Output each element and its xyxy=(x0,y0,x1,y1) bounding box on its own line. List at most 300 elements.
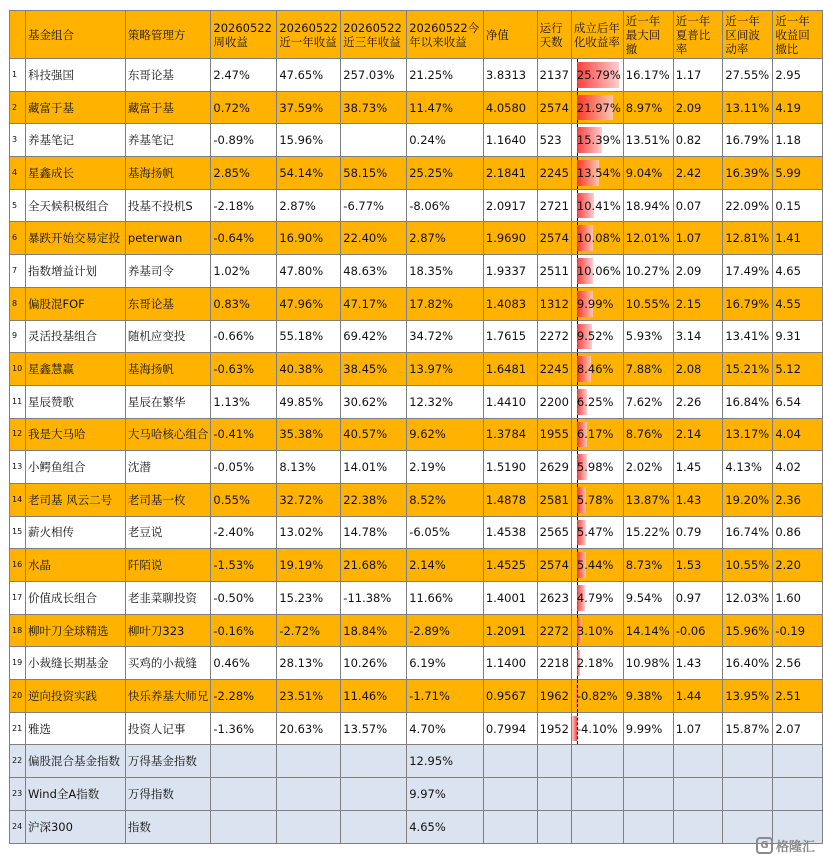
header-cell: 近一年夏普比率 xyxy=(673,11,723,59)
table-row xyxy=(10,287,823,320)
table-cell: -2.89% xyxy=(407,614,484,647)
table-cell: 11.47% xyxy=(407,91,484,124)
table-cell: 1.6481 xyxy=(483,353,537,386)
header-cell: 成立后年化收益率 xyxy=(571,11,623,59)
table-row xyxy=(10,320,823,353)
table-cell xyxy=(537,745,571,778)
annual-return-cell xyxy=(571,516,623,549)
header-row xyxy=(10,11,823,59)
table-cell xyxy=(571,745,623,778)
annual-return-cell xyxy=(571,287,623,320)
table-cell: 2.87% xyxy=(407,222,484,255)
table-cell: 2.09 xyxy=(673,255,723,288)
table-cell: 1.07 xyxy=(673,712,723,745)
table-row xyxy=(10,189,823,222)
header-cell: 基金组合 xyxy=(25,11,125,59)
table-row xyxy=(10,712,823,745)
header-cell: 运行天数 xyxy=(537,11,571,59)
table-cell: 10.27% xyxy=(623,255,673,288)
table-cell: 8.52% xyxy=(407,483,484,516)
table-cell: 18.35% xyxy=(407,255,484,288)
table-cell: 19.19% xyxy=(277,549,341,582)
table-cell xyxy=(483,810,537,843)
table-cell: 投基不投机S xyxy=(125,189,211,222)
table-cell xyxy=(341,810,407,843)
table-cell: 9.04% xyxy=(623,157,673,190)
table-cell xyxy=(673,745,723,778)
row-number: 9 xyxy=(10,320,26,353)
table-cell: 2.87% xyxy=(277,189,341,222)
table-cell: 15.22% xyxy=(623,516,673,549)
header-cell: 近一年最大回撤 xyxy=(623,11,673,59)
row-number: 22 xyxy=(10,745,26,778)
table-cell xyxy=(673,810,723,843)
table-cell: 16.90% xyxy=(277,222,341,255)
table-cell: 4.19 xyxy=(773,91,823,124)
annual-return-cell xyxy=(571,614,623,647)
annual-return-cell xyxy=(571,483,623,516)
table-cell: 东哥论基 xyxy=(125,59,211,92)
table-cell: 2721 xyxy=(537,189,571,222)
table-cell: 11.66% xyxy=(407,582,484,615)
annual-return-cell xyxy=(571,255,623,288)
table-cell: 4.55 xyxy=(773,287,823,320)
annual-return-value: 13.54% xyxy=(576,165,621,180)
row-number: 1 xyxy=(10,59,26,92)
table-cell: 2623 xyxy=(537,582,571,615)
table-cell: -0.05% xyxy=(211,451,277,484)
annual-return-value: 6.25% xyxy=(576,394,614,409)
table-cell: 16.17% xyxy=(623,59,673,92)
table-row xyxy=(10,451,823,484)
table-cell: 柳叶刀323 xyxy=(125,614,211,647)
table-cell: 养基笔记 xyxy=(125,124,211,157)
table-cell: 18.84% xyxy=(341,614,407,647)
table-cell: -0.19 xyxy=(773,614,823,647)
table-cell: 37.59% xyxy=(277,91,341,124)
table-cell: 我是大马哈 xyxy=(25,418,125,451)
table-cell: 8.13% xyxy=(277,451,341,484)
table-cell xyxy=(723,745,773,778)
table-cell: 38.73% xyxy=(341,91,407,124)
table-cell: 2.56 xyxy=(773,647,823,680)
table-cell: 3.8313 xyxy=(483,59,537,92)
table-cell: 2272 xyxy=(537,320,571,353)
table-cell: 17.82% xyxy=(407,287,484,320)
table-cell xyxy=(277,745,341,778)
table-cell: 1.17 xyxy=(673,59,723,92)
table-cell: 万得基金指数 xyxy=(125,745,211,778)
table-cell: 16.40% xyxy=(723,647,773,680)
table-cell: 2.20 xyxy=(773,549,823,582)
table-cell: 21.25% xyxy=(407,59,484,92)
table-cell xyxy=(571,810,623,843)
table-cell: 科技强国 xyxy=(25,59,125,92)
table-cell: 14.01% xyxy=(341,451,407,484)
annual-return-value: 3.10% xyxy=(576,623,614,638)
table-cell: 7.88% xyxy=(623,353,673,386)
table-cell: 4.65 xyxy=(773,255,823,288)
table-cell: -2.28% xyxy=(211,680,277,713)
table-cell: 暴跌开始交易定投 xyxy=(25,222,125,255)
table-cell: 1.3784 xyxy=(483,418,537,451)
table-cell xyxy=(483,778,537,811)
table-cell xyxy=(773,778,823,811)
table-cell xyxy=(277,778,341,811)
row-number: 8 xyxy=(10,287,26,320)
table-cell: 2218 xyxy=(537,647,571,680)
table-cell: 价值成长组合 xyxy=(25,582,125,615)
table-cell: 2.07 xyxy=(773,712,823,745)
table-cell: 0.9567 xyxy=(483,680,537,713)
table-cell: 23.51% xyxy=(277,680,341,713)
table-cell: 1.41 xyxy=(773,222,823,255)
table-cell: 水晶 xyxy=(25,549,125,582)
table-cell: 1.4878 xyxy=(483,483,537,516)
table-cell: 12.95% xyxy=(407,745,484,778)
table-cell: 指数增益计划 xyxy=(25,255,125,288)
table-cell: 13.87% xyxy=(623,483,673,516)
table-cell: 20.63% xyxy=(277,712,341,745)
table-cell xyxy=(341,778,407,811)
table-cell: 13.57% xyxy=(341,712,407,745)
table-cell: 10.98% xyxy=(623,647,673,680)
table-cell: 1312 xyxy=(537,287,571,320)
table-cell: 15.96% xyxy=(277,124,341,157)
table-cell: 48.63% xyxy=(341,255,407,288)
table-cell: -2.40% xyxy=(211,516,277,549)
table-cell: 9.38% xyxy=(623,680,673,713)
table-cell: 2.26 xyxy=(673,385,723,418)
table-cell: 9.99% xyxy=(623,712,673,745)
table-cell: 3.14 xyxy=(673,320,723,353)
table-cell: 13.02% xyxy=(277,516,341,549)
table-cell: 1.60 xyxy=(773,582,823,615)
table-cell: 1952 xyxy=(537,712,571,745)
row-number: 5 xyxy=(10,189,26,222)
row-number: 16 xyxy=(10,549,26,582)
table-row xyxy=(10,157,823,190)
table-cell xyxy=(673,778,723,811)
table-cell: 7.62% xyxy=(623,385,673,418)
table-cell: 16.84% xyxy=(723,385,773,418)
table-cell: 9.54% xyxy=(623,582,673,615)
table-cell: -1.71% xyxy=(407,680,484,713)
table-cell: 指数 xyxy=(125,810,211,843)
table-cell: 4.65% xyxy=(407,810,484,843)
table-cell: 1.02% xyxy=(211,255,277,288)
table-cell: 0.46% xyxy=(211,647,277,680)
table-cell: 2.95 xyxy=(773,59,823,92)
header-cell: 净值 xyxy=(483,11,537,59)
table-cell: 全天候积极组合 xyxy=(25,189,125,222)
annual-return-value: 10.41% xyxy=(576,198,621,213)
table-row xyxy=(10,418,823,451)
table-cell: 2574 xyxy=(537,91,571,124)
table-cell: 47.17% xyxy=(341,287,407,320)
table-cell: Wind全A指数 xyxy=(25,778,125,811)
table-cell: 35.38% xyxy=(277,418,341,451)
table-cell: 老韭菜聊投资 xyxy=(125,582,211,615)
table-cell: 12.81% xyxy=(723,222,773,255)
table-cell: 2137 xyxy=(537,59,571,92)
table-row xyxy=(10,778,823,811)
table-cell: 1.1640 xyxy=(483,124,537,157)
row-number: 24 xyxy=(10,810,26,843)
table-cell: 小裁缝长期基金 xyxy=(25,647,125,680)
table-cell: 14.14% xyxy=(623,614,673,647)
annual-return-cell xyxy=(571,451,623,484)
row-number: 20 xyxy=(10,680,26,713)
annual-return-cell xyxy=(571,647,623,680)
table-cell: 沪深300 xyxy=(25,810,125,843)
row-number: 19 xyxy=(10,647,26,680)
table-cell: 1.4083 xyxy=(483,287,537,320)
annual-return-value: 9.52% xyxy=(576,329,614,344)
table-cell: 8.76% xyxy=(623,418,673,451)
table-cell: 2.85% xyxy=(211,157,277,190)
table-cell: 5.93% xyxy=(623,320,673,353)
table-cell: 11.46% xyxy=(341,680,407,713)
annual-return-value: 9.99% xyxy=(576,296,614,311)
table-cell: 1.44 xyxy=(673,680,723,713)
table-cell: 2.1841 xyxy=(483,157,537,190)
table-cell: 万得指数 xyxy=(125,778,211,811)
header-cell: 20260522周收益 xyxy=(211,11,277,59)
row-number: 15 xyxy=(10,516,26,549)
table-cell: 4.04 xyxy=(773,418,823,451)
annual-return-cell xyxy=(571,385,623,418)
table-cell: 0.97 xyxy=(673,582,723,615)
table-cell: 2.02% xyxy=(623,451,673,484)
table-cell: 0.86 xyxy=(773,516,823,549)
table-cell xyxy=(723,778,773,811)
table-row xyxy=(10,582,823,615)
table-cell: 2629 xyxy=(537,451,571,484)
table-cell: 藏富于基 xyxy=(25,91,125,124)
table-row xyxy=(10,59,823,92)
table-cell: 2.09 xyxy=(673,91,723,124)
row-number: 18 xyxy=(10,614,26,647)
table-cell: 12.03% xyxy=(723,582,773,615)
table-cell: 1.2091 xyxy=(483,614,537,647)
table-cell: 15.21% xyxy=(723,353,773,386)
table-cell: 基海扬帆 xyxy=(125,353,211,386)
table-cell: 9.97% xyxy=(407,778,484,811)
row-number: 2 xyxy=(10,91,26,124)
table-cell: -2.72% xyxy=(277,614,341,647)
annual-return-value: 15.39% xyxy=(576,133,621,148)
table-cell: -6.77% xyxy=(341,189,407,222)
table-cell: -0.16% xyxy=(211,614,277,647)
table-cell: 2.36 xyxy=(773,483,823,516)
table-cell: 柳叶刀全球精选 xyxy=(25,614,125,647)
table-cell: 40.57% xyxy=(341,418,407,451)
table-cell: -11.38% xyxy=(341,582,407,615)
table-cell: 1.07 xyxy=(673,222,723,255)
annual-return-cell xyxy=(571,222,623,255)
watermark-logo xyxy=(756,836,815,855)
annual-return-cell xyxy=(571,418,623,451)
table-cell: -6.05% xyxy=(407,516,484,549)
row-number: 4 xyxy=(10,157,26,190)
table-cell: 养基笔记 xyxy=(25,124,125,157)
annual-return-cell xyxy=(571,157,623,190)
table-cell xyxy=(483,745,537,778)
table-cell: 13.17% xyxy=(723,418,773,451)
table-cell: 0.15 xyxy=(773,189,823,222)
table-cell: 偏股混合基金指数 xyxy=(25,745,125,778)
table-cell: 1955 xyxy=(537,418,571,451)
annual-return-value: -0.82% xyxy=(576,688,618,703)
table-cell: 2565 xyxy=(537,516,571,549)
table-cell: 1.5190 xyxy=(483,451,537,484)
table-cell: 47.80% xyxy=(277,255,341,288)
table-cell: 10.55% xyxy=(623,287,673,320)
table-cell: 养基司令 xyxy=(125,255,211,288)
table-cell: 0.55% xyxy=(211,483,277,516)
row-number: 12 xyxy=(10,418,26,451)
annual-return-cell xyxy=(571,353,623,386)
table-cell: 老豆说 xyxy=(125,516,211,549)
table-cell: 5.12 xyxy=(773,353,823,386)
table-cell: 2.14% xyxy=(407,549,484,582)
table-cell: 2574 xyxy=(537,222,571,255)
table-cell: -0.41% xyxy=(211,418,277,451)
table-cell: 1.13% xyxy=(211,385,277,418)
table-cell: 13.41% xyxy=(723,320,773,353)
table-cell: 1.7615 xyxy=(483,320,537,353)
table-cell: 8.73% xyxy=(623,549,673,582)
table-cell: 0.24% xyxy=(407,124,484,157)
table-cell: 4.0580 xyxy=(483,91,537,124)
row-number: 13 xyxy=(10,451,26,484)
table-cell: 1.4525 xyxy=(483,549,537,582)
table-cell: 49.85% xyxy=(277,385,341,418)
table-cell: 2.51 xyxy=(773,680,823,713)
table-cell: 1.45 xyxy=(673,451,723,484)
row-number: 6 xyxy=(10,222,26,255)
table-cell: 34.72% xyxy=(407,320,484,353)
table-cell xyxy=(211,778,277,811)
table-cell: 2.47% xyxy=(211,59,277,92)
table-row xyxy=(10,353,823,386)
table-cell: 投资人记事 xyxy=(125,712,211,745)
annual-return-value: 25.79% xyxy=(576,67,621,82)
table-cell: 老司基一枚 xyxy=(125,483,211,516)
annual-return-value: 21.97% xyxy=(576,100,621,115)
header-cell: 20260522近三年收益 xyxy=(341,11,407,59)
header-cell: 20260522今年以来收益 xyxy=(407,11,484,59)
table-row xyxy=(10,124,823,157)
table-cell: 16.39% xyxy=(723,157,773,190)
table-row xyxy=(10,549,823,582)
table-cell: 27.55% xyxy=(723,59,773,92)
row-number: 23 xyxy=(10,778,26,811)
annual-return-cell xyxy=(571,91,623,124)
table-cell: 13.51% xyxy=(623,124,673,157)
table-cell xyxy=(537,778,571,811)
table-cell: 藏富于基 xyxy=(125,91,211,124)
table-cell: 16.79% xyxy=(723,287,773,320)
table-cell xyxy=(211,745,277,778)
table-cell: 47.96% xyxy=(277,287,341,320)
annual-return-value: 4.79% xyxy=(576,590,614,605)
table-cell: 2200 xyxy=(537,385,571,418)
table-cell xyxy=(341,124,407,157)
table-cell: 30.62% xyxy=(341,385,407,418)
table-cell: 15.87% xyxy=(723,712,773,745)
table-cell: 2581 xyxy=(537,483,571,516)
annual-return-value: 5.44% xyxy=(576,558,614,573)
table-cell: 1.1400 xyxy=(483,647,537,680)
table-cell: 4.13% xyxy=(723,451,773,484)
table-cell xyxy=(211,810,277,843)
table-cell xyxy=(571,778,623,811)
header-cell: 策略管理方 xyxy=(125,11,211,59)
table-cell: peterwan xyxy=(125,222,211,255)
table-cell: 2574 xyxy=(537,549,571,582)
table-cell: 40.38% xyxy=(277,353,341,386)
table-cell: 0.7994 xyxy=(483,712,537,745)
table-cell: 1962 xyxy=(537,680,571,713)
header-cell: 近一年收益回撤比 xyxy=(773,11,823,59)
table-cell: 2.15 xyxy=(673,287,723,320)
annual-return-cell xyxy=(571,712,623,745)
table-cell: 21.68% xyxy=(341,549,407,582)
table-cell: -1.36% xyxy=(211,712,277,745)
table-cell: 12.01% xyxy=(623,222,673,255)
table-cell: 买鸡的小裁缝 xyxy=(125,647,211,680)
table-cell: 2245 xyxy=(537,353,571,386)
table-cell: 1.43 xyxy=(673,483,723,516)
table-cell: 6.19% xyxy=(407,647,484,680)
annual-return-value: 5.47% xyxy=(576,525,614,540)
table-row xyxy=(10,483,823,516)
table-row xyxy=(10,680,823,713)
table-cell: 25.25% xyxy=(407,157,484,190)
row-number: 10 xyxy=(10,353,26,386)
table-cell: 阡陌说 xyxy=(125,549,211,582)
table-cell: 55.18% xyxy=(277,320,341,353)
annual-return-value: 10.08% xyxy=(576,231,621,246)
table-cell: 东哥论基 xyxy=(125,287,211,320)
annual-return-cell xyxy=(571,189,623,222)
row-number: 17 xyxy=(10,582,26,615)
table-cell: 1.9337 xyxy=(483,255,537,288)
table-cell: 2.0917 xyxy=(483,189,537,222)
annual-return-value: 5.78% xyxy=(576,492,614,507)
table-cell: 5.99 xyxy=(773,157,823,190)
row-number: 21 xyxy=(10,712,26,745)
table-cell xyxy=(623,778,673,811)
table-cell: 1.9690 xyxy=(483,222,537,255)
table-cell: 58.15% xyxy=(341,157,407,190)
table-cell xyxy=(623,745,673,778)
table-cell: 14.78% xyxy=(341,516,407,549)
table-cell: 快乐养基大师兄 xyxy=(125,680,211,713)
table-cell: 16.74% xyxy=(723,516,773,549)
table-cell: 17.49% xyxy=(723,255,773,288)
table-cell xyxy=(537,810,571,843)
annual-return-cell xyxy=(571,549,623,582)
table-cell: 9.31 xyxy=(773,320,823,353)
table-cell: 10.55% xyxy=(723,549,773,582)
table-cell: -0.06 xyxy=(673,614,723,647)
table-cell: 13.11% xyxy=(723,91,773,124)
table-cell: 老司基 风云二号 xyxy=(25,483,125,516)
table-cell: 1.53 xyxy=(673,549,723,582)
